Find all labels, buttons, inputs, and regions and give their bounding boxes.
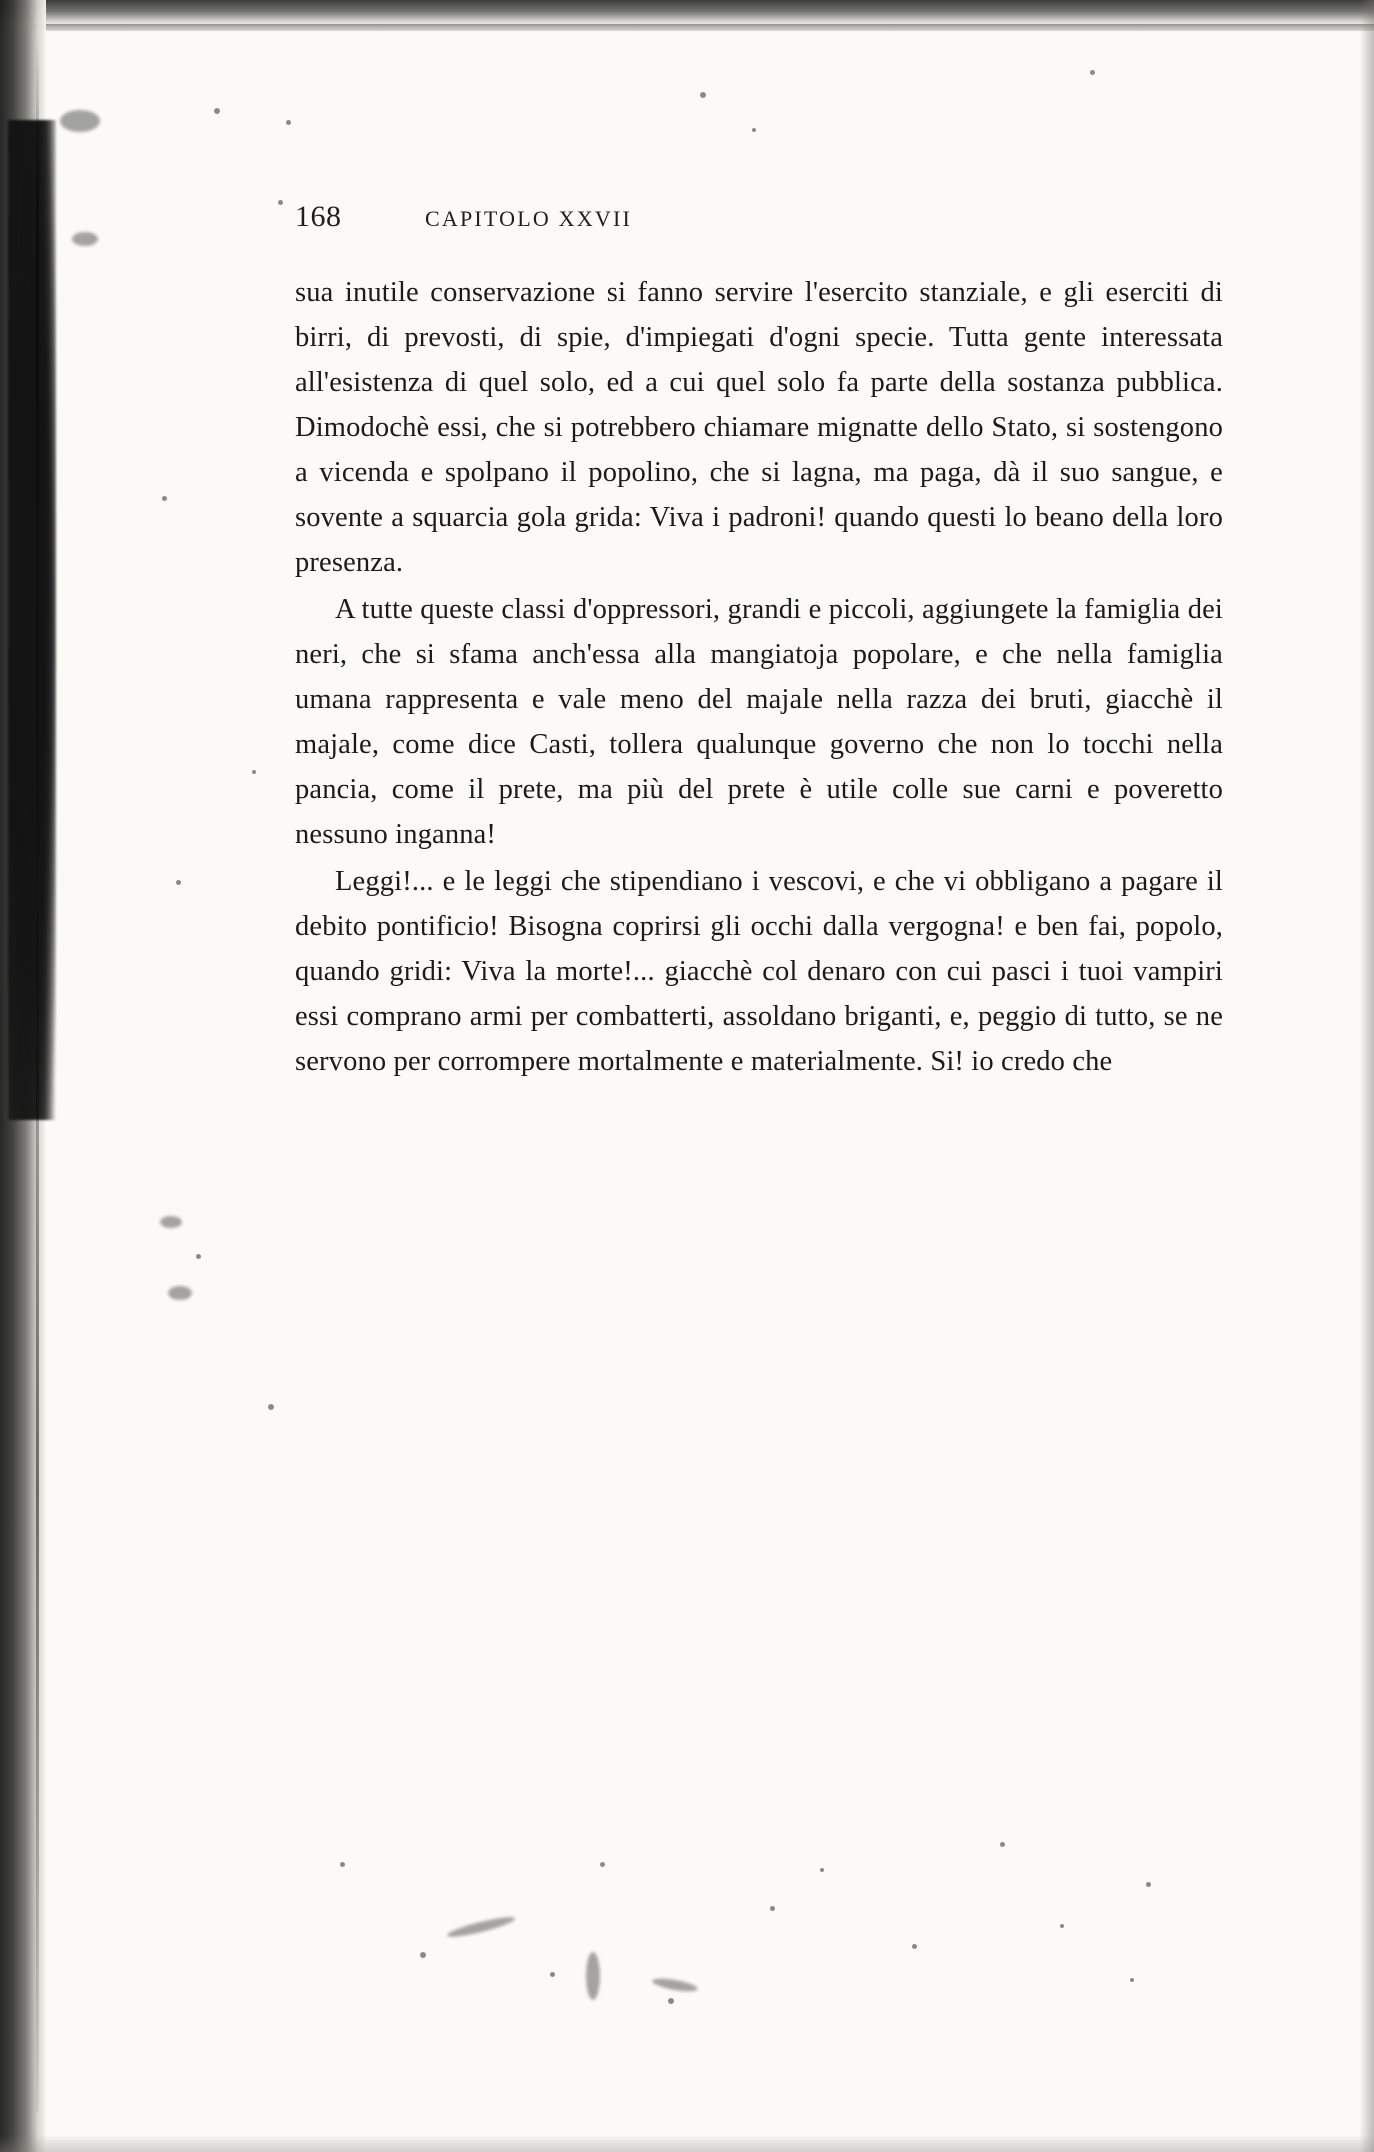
scan-smudge bbox=[72, 232, 98, 246]
scan-speck bbox=[196, 1254, 201, 1259]
scan-speck bbox=[162, 496, 167, 501]
scan-speck bbox=[278, 200, 283, 205]
page-header bbox=[295, 200, 1223, 240]
scan-edge-top bbox=[0, 0, 1374, 26]
scan-speck bbox=[214, 108, 220, 114]
paragraph: sua inutile conservazione si fanno servire l'esercito stanziale, e gli eserciti di birri, di prevosti, di spie, d'impiegati d'ogni specie. Tutta gente interessata all'esistenza di quel solo, ed a cui quel solo fa parte della sostanza pubblica. Dimodochè essi, che si potrebbero chiamare mignatte dello Stato, si sostengono a vicenda e spolpano il popolino, che si lagna, ma paga, dà il suo sangue, e sovente a squarcia gola grida: Viva i padroni! quando questi lo beano della loro presenza. bbox=[295, 277, 1223, 578]
page-number: 168 bbox=[295, 200, 342, 233]
scan-speck bbox=[286, 120, 291, 125]
scan-edge-right bbox=[1360, 0, 1374, 2152]
paragraph: A tutte queste classi d'oppressori, grandi e piccoli, aggiungete la famiglia dei neri, che si sfama anch'essa alla mangiatoja popolare, e che nella famiglia umana rappresenta e vale meno del majale nella razza dei bruti, giacchè il majale, come dice Casti, tollera qualunque governo che non lo tocchi nella pancia, come il prete, ma più del prete è utile colle sue carni e poveretto nessuno inganna! bbox=[295, 594, 1223, 850]
scan-speck bbox=[1090, 70, 1095, 75]
scan-smudge bbox=[60, 110, 100, 132]
scan-speck bbox=[700, 92, 706, 98]
scan-speck bbox=[752, 128, 756, 132]
running-head: CAPITOLO XXVII bbox=[425, 206, 632, 231]
scan-edge-bottom bbox=[0, 2134, 1374, 2152]
scan-bottom-speckles bbox=[300, 1802, 1314, 2032]
scan-edge-top-secondary bbox=[30, 24, 1374, 31]
page-text-block bbox=[295, 200, 1223, 1086]
scan-speck bbox=[176, 880, 181, 885]
scan-smudge bbox=[168, 1286, 192, 1300]
scan-gutter-hairline bbox=[36, 40, 39, 2112]
scan-smudge bbox=[160, 1216, 182, 1228]
scan-speck bbox=[252, 770, 256, 774]
scan-gutter-blotches bbox=[8, 120, 56, 1120]
paragraph: Leggi!... e le leggi che stipendiano i vescovi, e che vi obbligano a pagare il debito pontificio! Bisogna coprirsi gli occhi dalla vergogna! e ben fai, popolo, quando gridi: Viva la morte!... giacchè col denaro con cui pasci i tuoi vampiri essi comprano armi per combatterti, assoldano briganti, e, peggio di tutto, se ne servono per corrompere mortalmente e materialmente. Si! io credo che bbox=[295, 866, 1223, 1077]
scan-speck bbox=[268, 1404, 274, 1410]
